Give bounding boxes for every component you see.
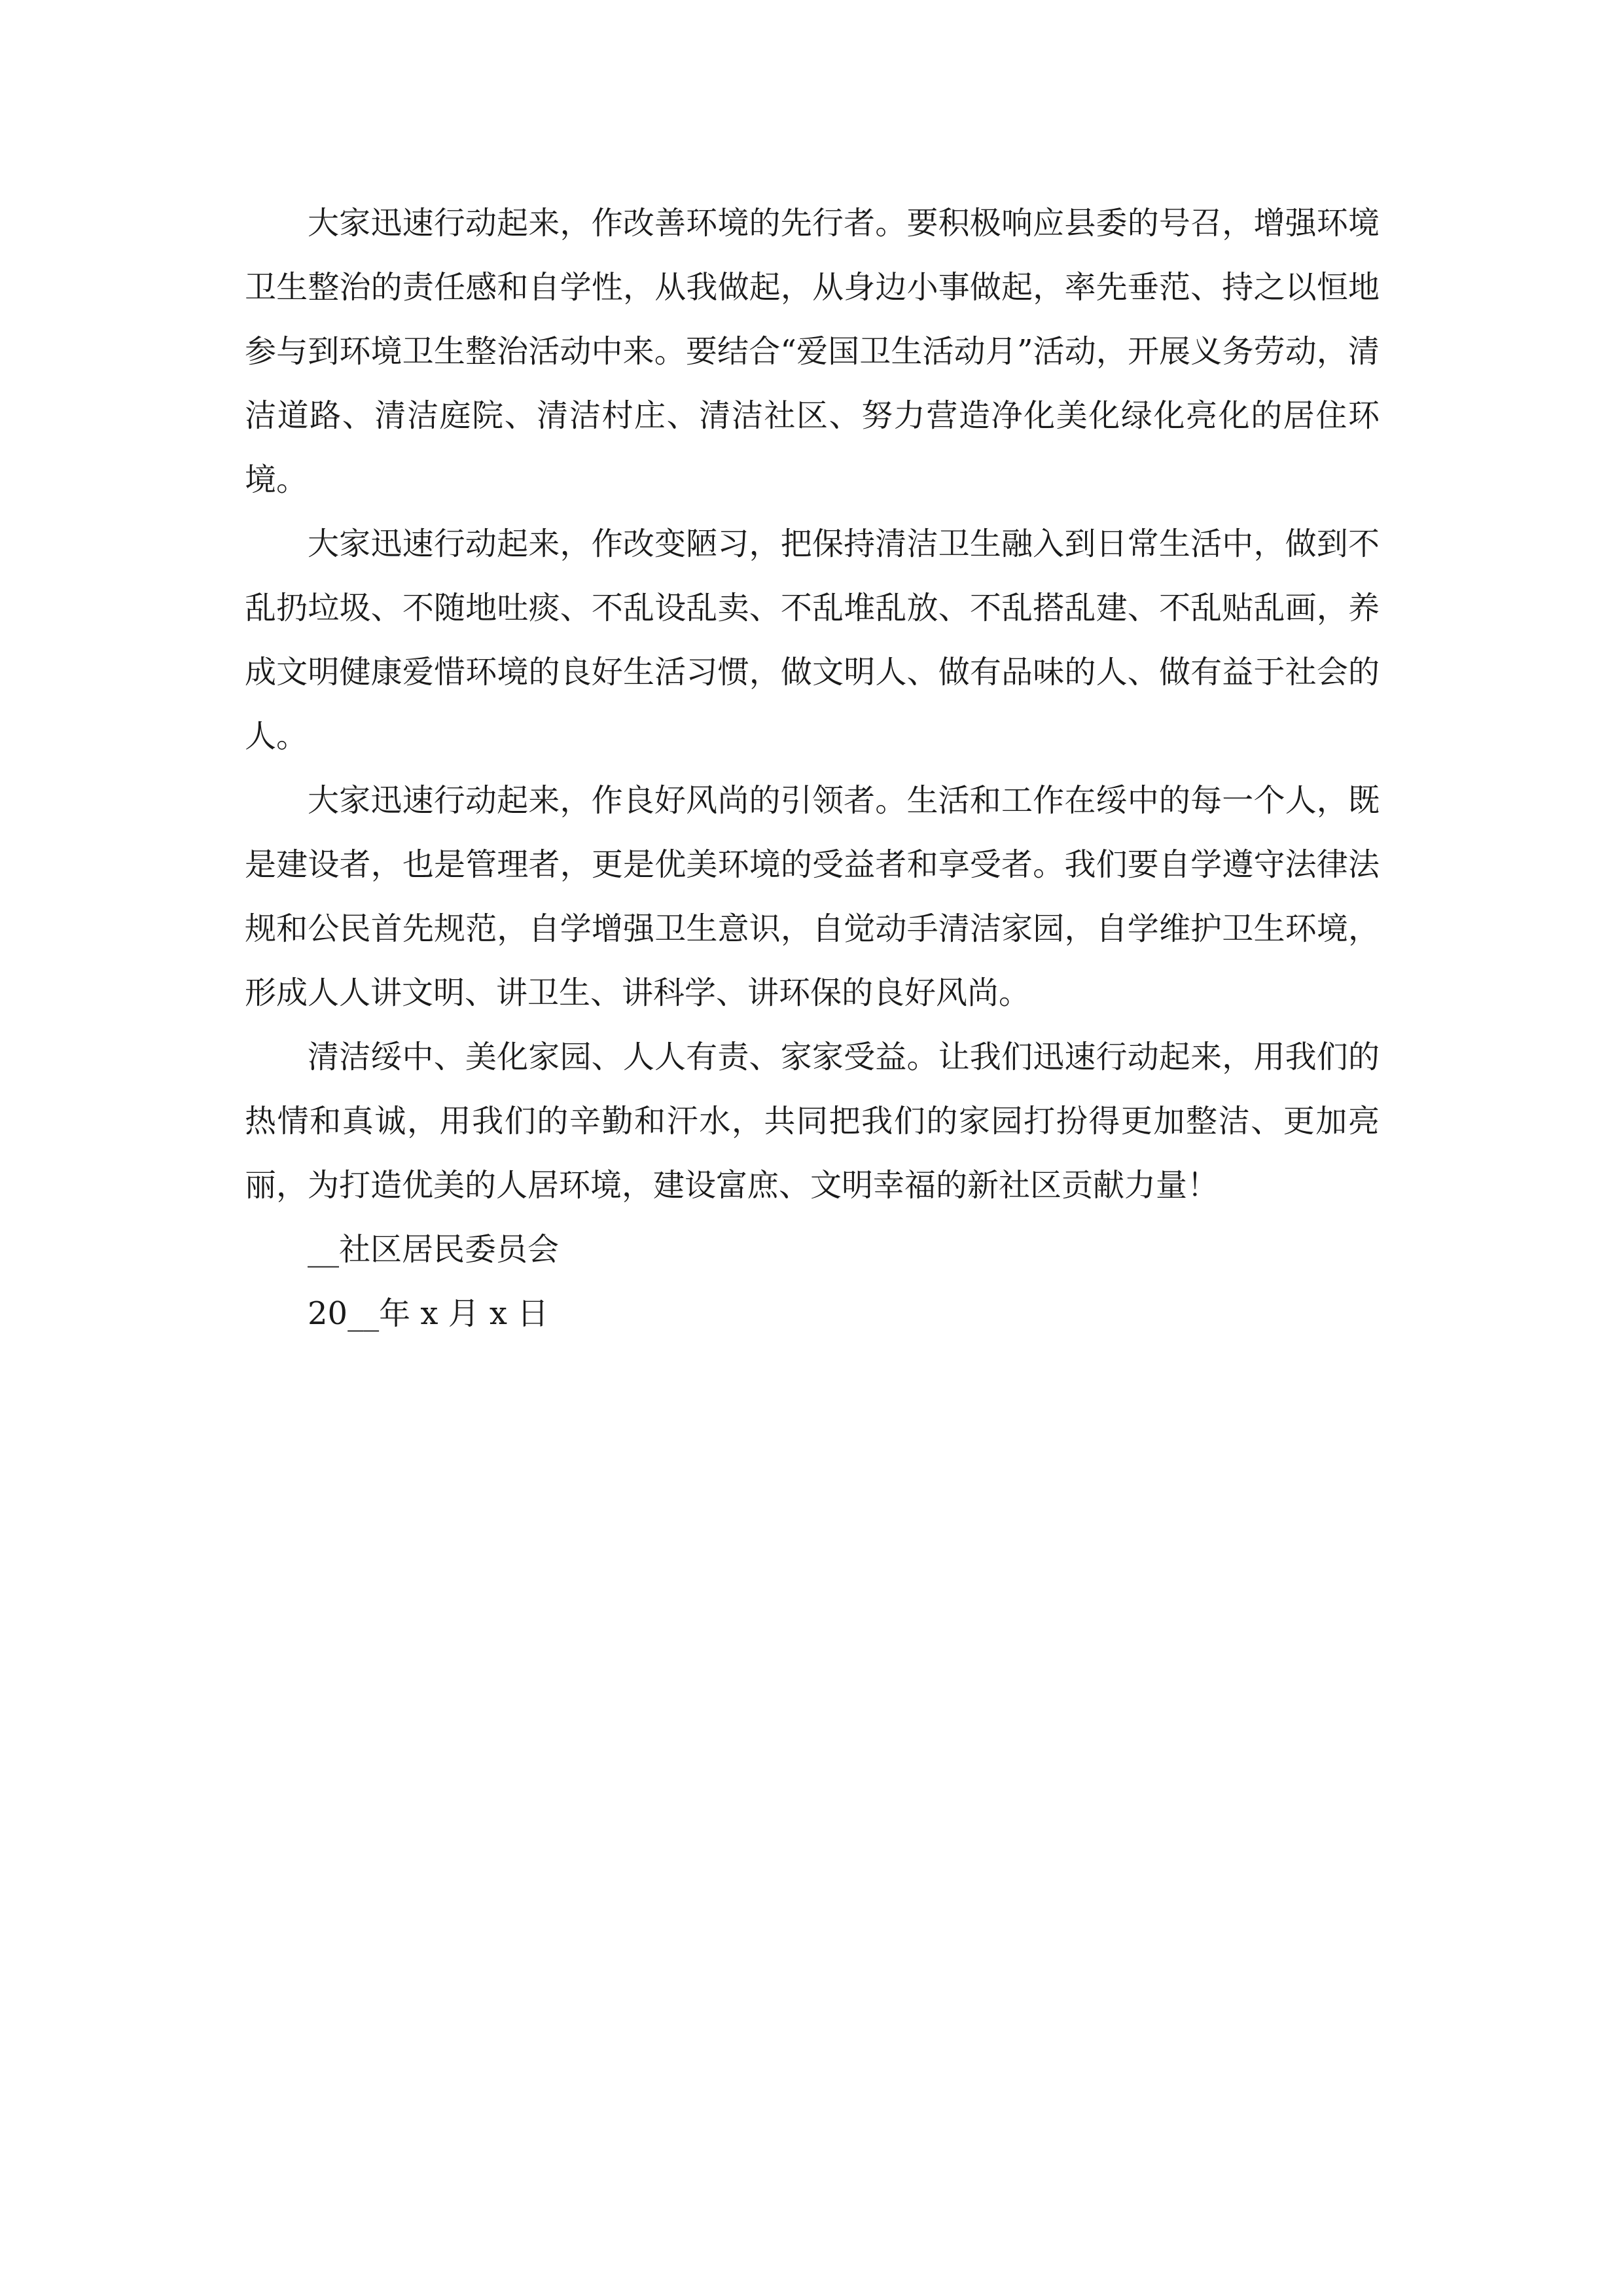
paragraph-1: 大家迅速行动起来，作改善环境的先行者。要积极响应县委的号召，增强环境卫生整治的责任感和自学性，从我做起，从身边小事做起，率先垂范、持之以恒地参与到环境卫生整治活动中来。要结合“爱国卫生活动月”活动，开展义务劳动，清洁道路、清洁庭院、清洁村庄、清洁社区、努力营造净化美化绿化亮化的居住环境。 (245, 205, 1380, 498)
signature-line: __社区居民委员会 (308, 1231, 560, 1268)
paragraph-2: 大家迅速行动起来，作改变陋习，把保持清洁卫生融入到日常生活中，做到不乱扔垃圾、不随地吐痰、不乱设乱卖、不乱堆乱放、不乱搭乱建、不乱贴乱画，养成文明健康爱惜环境的良好生活习惯，做文明人、做有品味的人、做有益于社会的人。 (245, 526, 1380, 755)
paragraph-3: 大家迅速行动起来，作良好风尚的引领者。生活和工作在绥中的每一个人，既是建设者，也是管理者，更是优美环境的受益者和享受者。我们要自学遵守法律法规和公民首先规范，自学增强卫生意识，自觉动手清洁家园，自学维护卫生环境，形成人人讲文明、讲卫生、讲科学、讲环保的良好风尚。 (245, 782, 1380, 1011)
date-line: 20__年 x 月 x 日 (308, 1295, 549, 1332)
paragraph-4: 清洁绥中、美化家园、人人有责、家家受益。让我们迅速行动起来，用我们的热情和真诚，用我们的辛勤和汗水，共同把我们的家园打扮得更加整洁、更加亮丽，为打造优美的人居环境，建设富庶、文明幸福的新社区贡献力量！ (245, 1039, 1380, 1204)
document-body (245, 191, 1380, 1346)
